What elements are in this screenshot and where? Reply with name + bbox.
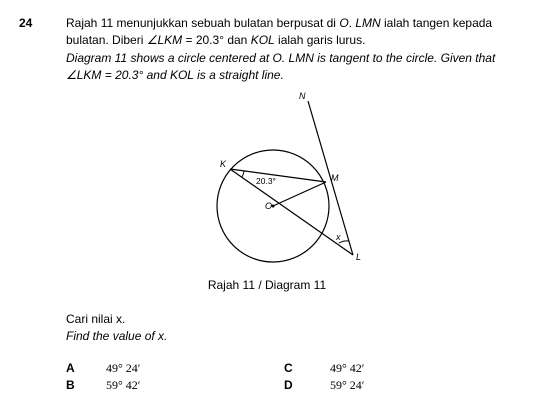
option-a-letter: A — [66, 361, 75, 375]
option-c-value: 49° 42′ — [330, 361, 365, 375]
label-l: L — [356, 252, 362, 262]
question-number: 24 — [19, 16, 33, 30]
malay-text: ialah garis lurus. — [274, 33, 366, 47]
line-om — [273, 182, 326, 206]
label-n: N — [299, 91, 306, 101]
point-o-ref: O — [339, 16, 349, 30]
malay-text: Rajah 11 menunjukkan sebuah bulatan berpusat di — [66, 16, 340, 30]
malay-text-line-1 — [66, 15, 492, 32]
malay-text: ialah tangen kepada — [380, 16, 493, 30]
label-o: O — [265, 201, 273, 211]
option-b-letter: B — [66, 378, 75, 392]
label-m: M — [331, 173, 339, 183]
english-text-line-1: Diagram 11 shows a circle centered at O. LMN is tangent to the circle. Given that — [66, 51, 496, 65]
circle-tangent-diagram — [205, 84, 375, 270]
diagram-caption: Rajah 11 / Diagram 11 — [207, 278, 327, 292]
english-text-line-2 — [66, 67, 284, 84]
angle-lkm-ref: ∠LKM — [146, 33, 183, 47]
prompt-malay: Cari nilai x. — [66, 312, 126, 326]
line-km — [230, 169, 326, 182]
malay-text: bulatan. Diberi — [66, 33, 147, 47]
malay-text-line-2 — [66, 32, 365, 49]
prompt-english: Find the value of x. — [66, 329, 168, 343]
label-x: x — [336, 232, 341, 242]
malay-text: = 20.3° dan — [182, 33, 251, 47]
option-b-value: 59° 42′ — [106, 378, 141, 392]
angle-x-arc — [339, 241, 349, 243]
option-d-value: 59° 24′ — [330, 378, 365, 392]
angle-lkm-ref: ∠LKM — [66, 68, 102, 82]
option-d-letter: D — [284, 378, 293, 392]
english-text: = 20.3° and KOL is a straight line. — [101, 68, 284, 82]
option-a-value: 49° 24′ — [106, 361, 141, 375]
line-kol-ref: KOL — [250, 33, 275, 47]
label-k: K — [220, 159, 227, 169]
option-c-letter: C — [284, 361, 293, 375]
angle-k-arc — [242, 171, 244, 177]
malay-text: . — [348, 16, 356, 30]
angle-label: 20.3° — [256, 176, 276, 186]
line-lmn-ref: LMN — [355, 16, 381, 30]
